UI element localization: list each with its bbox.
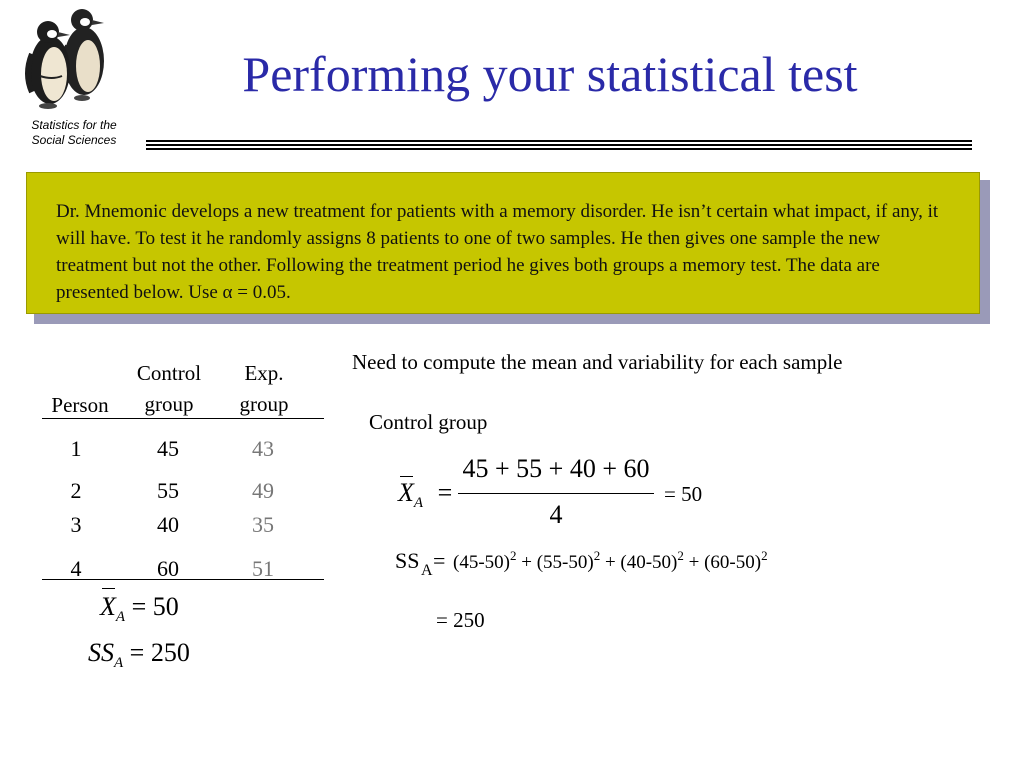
problem-text: Dr. Mnemonic develops a new treatment for patients with a memory disorder. He isn’t certain what impact, if any, it will have. To test it he randomly assigns 8 patients to one of two samples. He then gives one sample the new treatment but not the other. Following the treatment period he gives both groups a memory test. The data are presented below. Use α = 0.05. xyxy=(56,201,939,303)
summary-mean-symbol: X xyxy=(100,590,116,624)
header-exp-line1: Exp. xyxy=(244,361,284,385)
explanation-intro: Need to compute the mean and variability for each sample xyxy=(352,350,843,374)
row1-exp: 43 xyxy=(252,436,274,461)
table-bottom-rule xyxy=(42,579,324,580)
header-exp-line2: group xyxy=(239,392,289,416)
summary-ss xyxy=(88,636,190,680)
mean-denominator: 4 xyxy=(549,500,563,529)
ss-term-4: $(60-50)^2$ xyxy=(704,548,768,573)
ss-label-sub: A xyxy=(421,562,433,579)
ss-term-1: $(45-50)^2$ + xyxy=(453,548,537,573)
ss-label-text: SS xyxy=(395,548,420,573)
row4-exp: 51 xyxy=(252,556,274,581)
summary-ss-symbol: SS xyxy=(88,638,114,667)
ss-label xyxy=(395,548,419,574)
logo-caption xyxy=(14,118,134,148)
slide-title: Performing your statistical test xyxy=(242,46,858,102)
logo-caption-line1: Statistics for the xyxy=(31,118,117,132)
penguins-logo xyxy=(12,6,122,114)
fraction-bar xyxy=(458,493,654,494)
ss-expression xyxy=(453,548,768,574)
ss-label-eq: = xyxy=(433,548,446,573)
mean-result: = 50 xyxy=(664,482,703,506)
row1-person: 1 xyxy=(70,436,82,461)
summary-mean xyxy=(100,590,179,634)
title-rule-1 xyxy=(146,140,972,142)
ss-term-2: $(55-50)^2$ + xyxy=(536,548,621,573)
row2-person: 2 xyxy=(70,478,82,503)
title-rule-2 xyxy=(146,144,972,146)
row2-exp: 49 xyxy=(252,478,274,503)
formula-mean-symbol: X xyxy=(398,478,414,507)
row4-control: 60 xyxy=(157,556,179,581)
summary-mean-sub: A xyxy=(115,609,126,625)
table-header-rule xyxy=(42,418,324,419)
header-control-line2: group xyxy=(144,392,194,416)
formula-mean-sub: A xyxy=(413,495,424,511)
title-rule-3 xyxy=(146,148,972,150)
summary-ss-sub: A xyxy=(114,655,124,671)
control-group-label: Control group xyxy=(369,410,488,434)
formula-mean-lhs xyxy=(398,478,452,512)
header-person: Person xyxy=(51,393,109,417)
formula-mean-eq: = xyxy=(437,478,453,507)
row3-exp: 35 xyxy=(252,512,274,537)
row1-control: 45 xyxy=(157,436,179,461)
ss-result: = 250 xyxy=(436,608,485,632)
logo-caption-line2: Social Sciences xyxy=(31,133,117,147)
row4-person: 4 xyxy=(70,556,82,581)
row3-control: 40 xyxy=(157,512,179,537)
header-control-line1: Control xyxy=(136,361,202,385)
header-exp xyxy=(222,358,306,420)
summary-ss-eq: = 250 xyxy=(129,638,190,667)
summary-mean-eq: = 50 xyxy=(131,592,179,621)
header-control xyxy=(124,358,214,420)
ss-term-3: $(40-50)^2$ + xyxy=(620,548,705,573)
row3-person: 3 xyxy=(70,512,82,537)
mean-numerator: 45 + 55 + 40 + 60 xyxy=(462,454,650,483)
row2-control: 55 xyxy=(157,478,179,503)
